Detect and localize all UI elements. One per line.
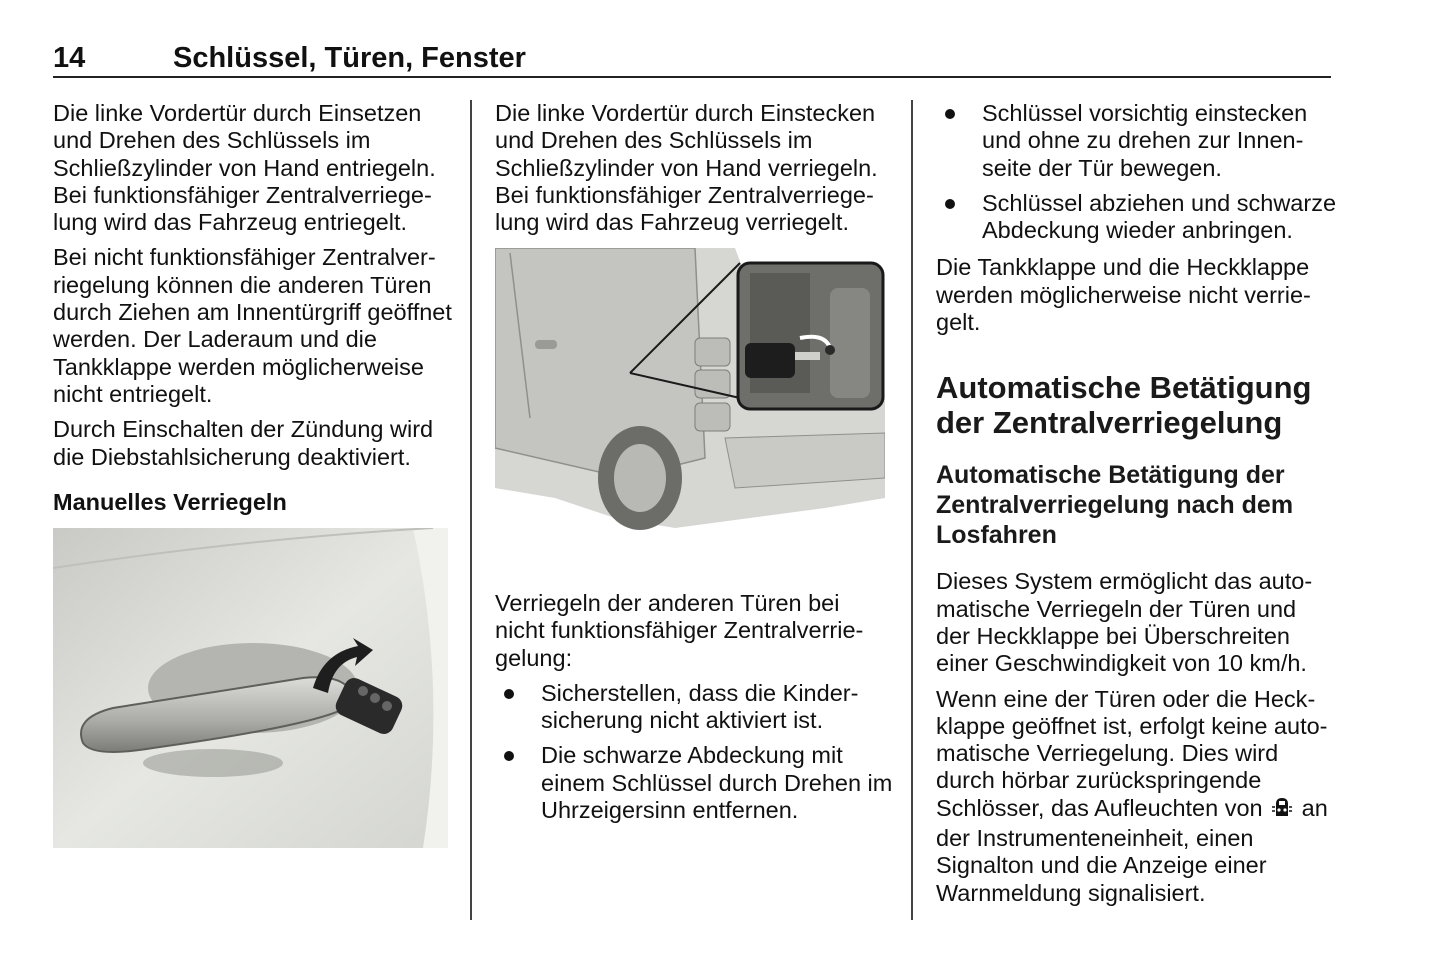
list-item-text: Sicherstellen, dass die Kindersicherung nicht aktiviert ist. [541, 679, 859, 734]
subheading: Manuelles Verriegeln [53, 488, 287, 515]
subsection-heading: Automatische Betätigung der Zentralverriegelung nach dem Losfahren [936, 461, 1294, 550]
bullet-icon [504, 689, 514, 699]
section-title: Schlüssel, Türen, Fenster [173, 42, 526, 74]
list-item [495, 742, 895, 824]
paragraph: Die Tankklappe und die Heckklappe werden möglicherweise nicht verriegelt. [936, 254, 1311, 336]
column-divider [911, 100, 913, 920]
column-2-lower [495, 590, 895, 834]
paragraph: Die linke Vordertür durch Einsetzen und Drehen des Schlüssels im Schließzylinder von Hand entriegeln. Bei funktionsfähiger Zentralverriegelung wird das Fahrzeug entriegelt. [53, 100, 436, 236]
bullet-icon [945, 199, 955, 209]
paragraph: Bei nicht funktionsfähiger Zentralverriegelung können die anderen Türen durch Ziehen am Innentürgriff geöffnet werden. Der Laderaum und die Tankklappe werden möglicherweise nicht entriegelt. [53, 244, 452, 407]
list-item-text: Schlüssel abziehen und schwarze Abdeckung wieder anbringen. [982, 189, 1337, 244]
column-divider [470, 100, 472, 920]
paragraph-text: an der Instrumenteneinheit, einen Signalton und die Anzeige einer Warnmeldung signalisiert. [936, 794, 1328, 906]
bullet-icon [945, 109, 955, 119]
bullet-icon [504, 751, 514, 761]
paragraph: Durch Einschalten der Zündung wird die Diebstahlsicherung deaktiviert. [53, 416, 434, 470]
paragraph [936, 686, 1336, 907]
paragraph: Verriegeln der anderen Türen bei nicht funktionsfähiger Zentralverriegelung: [495, 590, 864, 671]
central-lock-warning-icon [1271, 795, 1293, 825]
page-number: 14 [53, 42, 86, 74]
section-heading: Automatische Betätigung der Zentralverriegelung [936, 370, 1312, 441]
list-item [495, 680, 895, 735]
door-handle-key-illustration [53, 528, 448, 848]
paragraph: Die linke Vordertür durch Einstecken und Drehen des Schlüssels im Schließzylinder von Hand verriegeln. Bei funktionsfähiger Zentralverriegelung wird das Fahrzeug verriegelt. [495, 100, 878, 236]
column-2 [495, 100, 895, 244]
list-item-text: Schlüssel vorsichtig einstecken und ohne zu drehen zur Innenseite der Tür bewegen. [982, 100, 1308, 181]
column-3 [936, 100, 1336, 915]
bullet-list [495, 680, 895, 824]
paragraph-text: Wenn eine der Türen oder die Heckklappe geöffnet ist, erfolgt keine automatische Verriegelung. Dies wird durch hörbar zurückspringende Schlösser, das Aufleuchten von [936, 685, 1328, 821]
bullet-list [936, 100, 1336, 244]
van-rear-lock-illustration [495, 248, 885, 538]
paragraph: Dieses System ermöglicht das automatische Verriegeln der Türen und der Heckklappe bei Überschreiten einer Geschwindigkeit von 10 km/h. [936, 568, 1313, 677]
list-item [936, 100, 1336, 182]
page-header [53, 40, 1331, 78]
column-1 [53, 100, 453, 530]
list-item [936, 190, 1336, 245]
list-item-text: Die schwarze Abdeckung mit einem Schlüssel durch Drehen im Uhrzeigersinn entfernen. [541, 742, 893, 824]
